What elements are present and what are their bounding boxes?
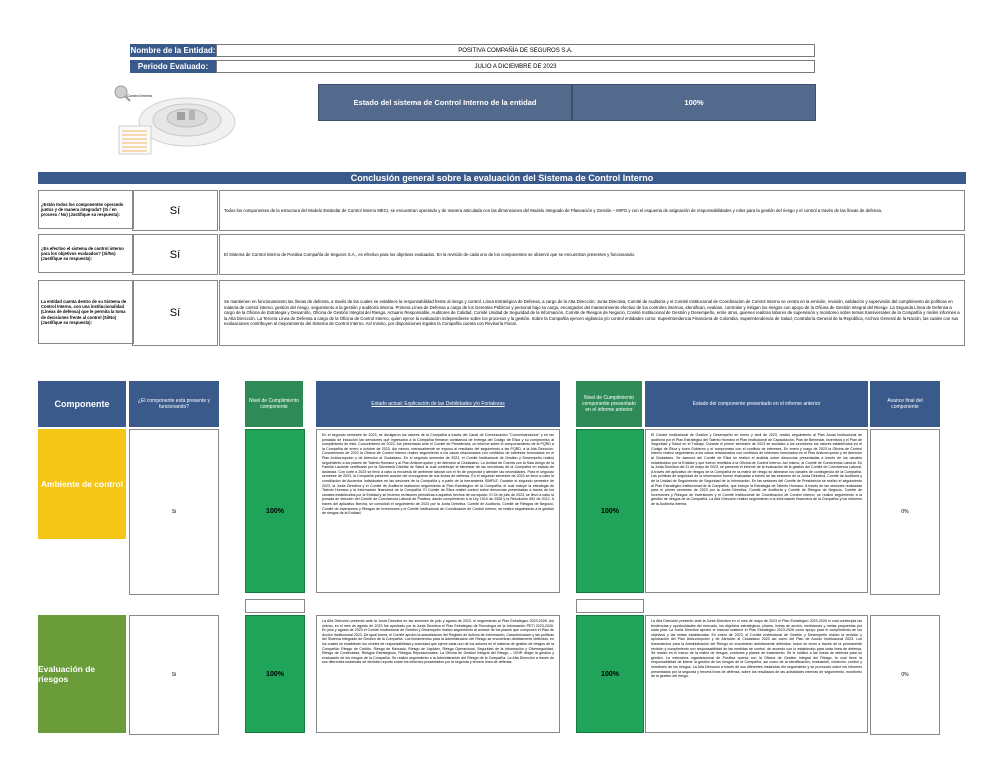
header-nivel-anterior: Nivel de Cumplimiento componente presentado en el informe anterior bbox=[576, 381, 642, 427]
row-1-estado-anterior: El Comité Institucional de Gestión y Desempeño en enero y abril de 2023, realizó seguimiento al Plan Anual Institucional de auditoría por el Plan Estratégico del Talento Humano el Plan Institucional de Capacitación, Plan de Bienestar, Incentivos y el Plan de Seguridad y Salud en el Trabajo. Durante el primer semestre de 2023 se socializó a los servidores los valores establecidos en el Código de Ética y buen Gobierno y el compromiso con el conflicto de intereses. En enero y mayo de 2023 la Oficina de Control Interno realizó seguimiento a los casos relacionados con conflictos de intereses formulados en el Plan Anticorrupción y de Atención al Ciudadano. Se asesoró del Comité de Ética se realizó el análisis sobre denuncias presentadas a través de los canales establecidos por la Entidad y que fueron remitidos a la Oficina de Control Interno. Así mismo, al Comité de Convivencia Laboral. En la Junta Directiva del 11 de mayo de 2023, se presentó el informe de la evaluación de la gestión del Comité de Convivencia Laboral. A través del aplicativo de riesgos de la Compañía en la matriz de riesgo se alinearon los canales de contingencia de la Compañía. Las políticas de seguridad de la información fueron evaluadas a través de las sesiones de la Junta Directiva, Comité de Auditoría y de la Unidad de Seguimiento de Seguridad de la Información. En las sesiones del Comité de Presidencia se realizó el seguimiento al Plan Estratégico Institucional de la Compañía, que incluye la Estrategia de Talento Humano. A través de las sesiones realizadas para el primer semestre de 2023 por la Junta Directiva, Comité de Auditoría y Comité de Riesgos de Negocio, Comité de Inversiones y Riesgos de Inversiones y el Comité Institucional de Coordinación de Control Interno, se realizó seguimiento a la gestión de riesgos de la Compañía. La Alta Dirección realizó seguimiento a la información financiera de la Compañía y los informes de la Auditoría Interna. bbox=[645, 429, 868, 593]
conclusion-question-3: La entidad cuenta dentro de su Sistema de Control Interno, con una institucionalidad (Líneas de defensa) que le permita la toma de decisiones frente al control (Si/No) (Justifique su respuesta): bbox=[38, 280, 134, 344]
diagram-title: Control Interno bbox=[127, 94, 153, 98]
conclusion-question-2: ¿Es efectivo el sistema de control interno para los objetivos evaluados? (Si/No) (Justifique su respuesta): bbox=[38, 234, 134, 273]
header-nivel: Nivel de Cumplimiento componente bbox=[245, 381, 303, 427]
header-componente: Componente bbox=[38, 381, 126, 427]
row-1-estado-actual: En el segundo semestre de 2023, se divulgaron los valores de la Compañía a través del Canal de Comunicación "Comunicándonos" y en las jornadas de inducción las servidores que ingresaron a la Compañía firmaron constancia de entrega del Código de Ética y su compromiso al cumplimiento de éste. Conocimiento de 2023, fue presentado ante el Comité de Presidencia, un informe sobre el comportamiento de la PQRD a la Compañía de enero a octubre de 2023. Así mismo, mensualmente se expuso al resultado del seguimiento a las PQRD, a la Alta Dirección. Conocimiento de 2023 la Oficina de Control Interno realizó seguimiento a los casos relacionados con conflictos de intereses formulados en el Plan Anticorrupción y de Atención al Ciudadano. En el segundo semestre de 2023, el Comité Institucional de Gestión y Desempeño realizó seguimiento a los planes de Talento Humano y al Plan Anticorrupción y de Atención al Ciudadano. La Unidad de Cuenta con la Sala Amigo de la Familia Lactante certificada por la Secretaría Distrital de Salud la cual contribuye al bienestar de las servidoras de la Compañía en estado de lactancia. Con corte a 2023 se llevó a cabo la encuesta de ambiente laboral con el fin de proyectar y atender las necesidades. Para el segundo semestre de 2023, la Compañía presentó avance del cronograma de sus líneas de defensa. En el segundo semestre de 2023 se llevó a cabo la conciliación de Acuerdos Individuales en las sesiones de la Compañía y a partir de la herramienta SIMPLE. Durante el segundo semestre de 2023, la Junta Directiva y el Comité de Auditoría realizaron seguimiento al Plan Estratégico de la Compañía, el cual incluye la estrategia de Talento Humano y la Información financiera de la Compañía. El Comité de Ética realizó control sobre denuncias presentadas a través de los canales establecidos por la Entidad y se hicieron revisiones periódicas a aquellos hechos de corrupción. El 24 de julio de 2023, se llevó a cabo la jornada de elección del Comité de Convivencia Laboral de Positiva, dando cumplimiento a la Ley 1010 de 2006 y la Resolución 652 de 2012. A través del aplicativo Brecha, se consolidó el seguimiento de 2023 por la Junta Directiva, Comité de Auditoría, Comité de Riesgos de Negocio, Comité de Inversiones y Riesgos de Inversiones y el Comité Institucional de Coordinación de Control Interno, se realizó seguimiento a la gestión de riesgos de la Entidad. bbox=[316, 429, 560, 593]
meci-diagram bbox=[113, 82, 243, 164]
entity-label: Nombre de la Entidad: bbox=[130, 46, 216, 55]
row-2-estado-anterior: La Alta Dirección presentó ante la Junta Directiva en el mes de mayo de 2023 el Plan Estratégico 2023-2026 el cual contempla las tendencias y oportunidades del mercado, los objetivos estratégicos, pilares, líneas de acción, mediciones y metas propuestas por cada pilar. La Junta Directiva aprobó el manual sostiene el Plan Estratégico 2023-2026 como apoyo para el cumplimiento de los objetivos y las metas establecidas. En enero de 2023, el Comité Institucional de Gestión y Desempeño realizó la revisión y aprobación del Plan Anticorrupción y de Atención al Ciudadano 2023 así como del Plan de Acción Institucional 2023. Los lineamientos para la Administración del Riesgo se encuentran debidamente definidos, todos se viven a través de la permanente revisión y cumplimiento con responsabilidad de las medidas de control, de acuerdo con lo establecido para cada línea de defensa. Se realizó en el marco de la matriz de riesgos, controles y planes de tratamiento. Se le notificó a las líneas de defensa para su gestión. La estructura organizacional de Positiva cuenta con la Oficina de Gestión Integral del Riesgo, la cual tiene la responsabilidad de liderar la gestión de los riesgos de la Compañía, así como de la identificación, evaluación, medición, control y monitoreo de los riesgos. La Alta Dirección a través de sus diferentes instancias dio seguimiento y se pronunció sobre los informes presentados por la segunda y tercera línea de defensa, sobre los resultados de las actividades internas de seguimiento, monitoreo de la gestión del riesgo. bbox=[645, 615, 868, 733]
header-avance: Avance final del componente bbox=[870, 381, 940, 427]
header-estado-anterior: Estado del componente presentado en el informe anterior bbox=[645, 381, 868, 427]
conclusion-question-1: ¿Están todos los componentes operando juntos y de manera integrada? (Si / en proceso / No) (Justifique su respuesta): bbox=[38, 190, 134, 229]
row-1-spacer-nivel bbox=[245, 599, 305, 613]
row-2-componente: Evaluación de riesgos bbox=[38, 615, 126, 733]
row-1-nivel: 100% bbox=[245, 429, 305, 593]
period-value: JULIO A DICIEMBRE DE 2023 bbox=[216, 60, 815, 73]
conclusion-justification-3: Se mantienen en funcionamiento las líneas de defensa, a través de las cuales se establece la responsabilidad frente al riesgo y control. Línea Estratégica de Defensa, a cargo de la Alta Dirección: Junta Directiva, Comité de Auditoría y el Comité Institucional de Coordinación de Control Interno se centra en la emisión, revisión, validación y supervisión del cumplimiento de políticas en materia de control interno, gestión del riesgo, seguimiento a la gestión y auditoría interna. Primera Línea de Defensa a cargo de los Gerentes Públicos y personal bajo su cargo, encargados del mantenimiento efectivo de los controles internos, identifican, evalúan, controlan y mitigan los riesgos con apoyo de la Oficina de Gestión Integral del Riesgo. La Segunda Línea de Defensa a cargo de la Oficina de Estrategia y Desarrollo, Oficina de Gestión Integral del Riesgo, Actuario Responsable, Auditores de Calidad, Comité Unidad de Seguridad de la Información, Comité de Riesgos de Negocio, Comité Institucional de Gestión y Desempeño, entre otros, quienes realizan labores de supervisión y monitoreo sobre temas transversales de la Compañía y rinden informes a la Alta Dirección. La Tercera Línea de Defensa a cargo de la Oficina de Control Interno, quien ejerce la evaluación independiente sobre los procesos y la gestión. Sobre la Compañía ejercen vigilancia y/o control entidades como: Superintendencia Financiera de Colombia, Superintendencia de Salud, Contraloría General de la República, Archivo General de la Nación, las cuales con sus evaluaciones contribuyen al mejoramiento del Sistema de Control Interno. Así mismo, por disposiciones legales la Compañía cuenta con Revisoría Fiscal. bbox=[219, 280, 965, 346]
entity-value: POSITIVA COMPAÑÍA DE SEGUROS S.A. bbox=[216, 44, 815, 57]
row-1-spacer-nivel-anterior bbox=[576, 599, 644, 613]
row-1-avance: 0% bbox=[870, 429, 940, 595]
header-presente: ¿El componente está presente y funcionando? bbox=[129, 381, 219, 427]
conclusion-answer-2: Sí bbox=[132, 234, 218, 275]
estado-label: Estado del sistema de Control Interno de la entidad bbox=[318, 84, 572, 121]
header-estado-actual: Estado actual: Explicación de las Debilidades y/o Fortalezas bbox=[316, 381, 560, 427]
conclusion-answer-3: Sí bbox=[132, 280, 218, 346]
row-2-estado-actual: La Alta Dirección presentó ante la Junta Directiva en las sesiones de julio y agosto de 2023, el seguimiento al Plan Estratégico 2023-2026. Así mismo, en el mes de agosto de 2023 fue aprobado por la Junta Directiva el Plan Estratégico de Tecnología de la Información PETI 2023-2026. En julio y agosto de 2023 el Comité Institucional de Gestión y Desempeño realizó seguimiento al avance de los planes que componen el Plan de Acción Institucional 2023. De igual forma, el Comité aprobó la actualización del Registro de Activos de Información, Caracterización y las políticas del Sistema Integrado de Gestión de la Compañía. Los lineamientos para la Administración del Riesgo se encuentran debidamente definidos, en los cuales se establecen los niveles de responsabilidad y autoridad que ejerce cada uno de los actores en el sistema de gestión de riesgos de la Compañía: Riesgo de Crédito, Riesgo de Mercado, Riesgo de Liquidez, Riesgo Operacional, Seguridad de la Información y Ciberseguridad, Riesgo de Continuidad, Riesgos Estratégicos, Riesgos Reputacionales. La Oficina de Gestión Integral del Riesgo – OGIR dirigió la gestión y evaluación de los riesgos de la Compañía. Se realizó seguimiento a la Administración del Riesgo de la Compañía. La Alta Dirección a través de sus diferentes instancias de decisión reportó sobre los informes presentados por la segunda y tercera línea de defensa. bbox=[316, 615, 560, 733]
row-1-componente: Ambiente de control bbox=[38, 429, 126, 539]
row-2-presente: Si bbox=[129, 615, 219, 735]
row-2-avance: 0% bbox=[870, 615, 940, 735]
row-1-presente: Si bbox=[129, 429, 219, 595]
row-1-nivel-anterior: 100% bbox=[576, 429, 644, 593]
row-2-nivel-anterior: 100% bbox=[576, 615, 644, 733]
row-2-nivel: 100% bbox=[245, 615, 305, 733]
period-label: Periodo Evaluado: bbox=[130, 60, 216, 73]
conclusion-justification-1: Todos los componentes de la estructura del Modelo Estándar de Control Interno MECI, se encuentran operando y de manera articulada con las dimensiones del Modelo Integrado de Planeación y Gestión – MIPG y con el esquema de asignación de responsabilidades y roles para la gestión del riesgo y el control a través de las líneas de defensa. bbox=[219, 190, 965, 231]
conclusion-title: Conclusión general sobre la evaluación del Sistema de Control Interno bbox=[38, 172, 966, 184]
conclusion-justification-2: El Sistema de Control Interno de Positiva Compañía de Seguros S.A., es efectivo para los objetivos evaluados. En la revisión de cada uno de los componentes se observó que se encuentran presentes y funcionando. bbox=[219, 234, 965, 275]
conclusion-answer-1: Sí bbox=[132, 190, 218, 231]
estado-value: 100% bbox=[572, 84, 816, 121]
